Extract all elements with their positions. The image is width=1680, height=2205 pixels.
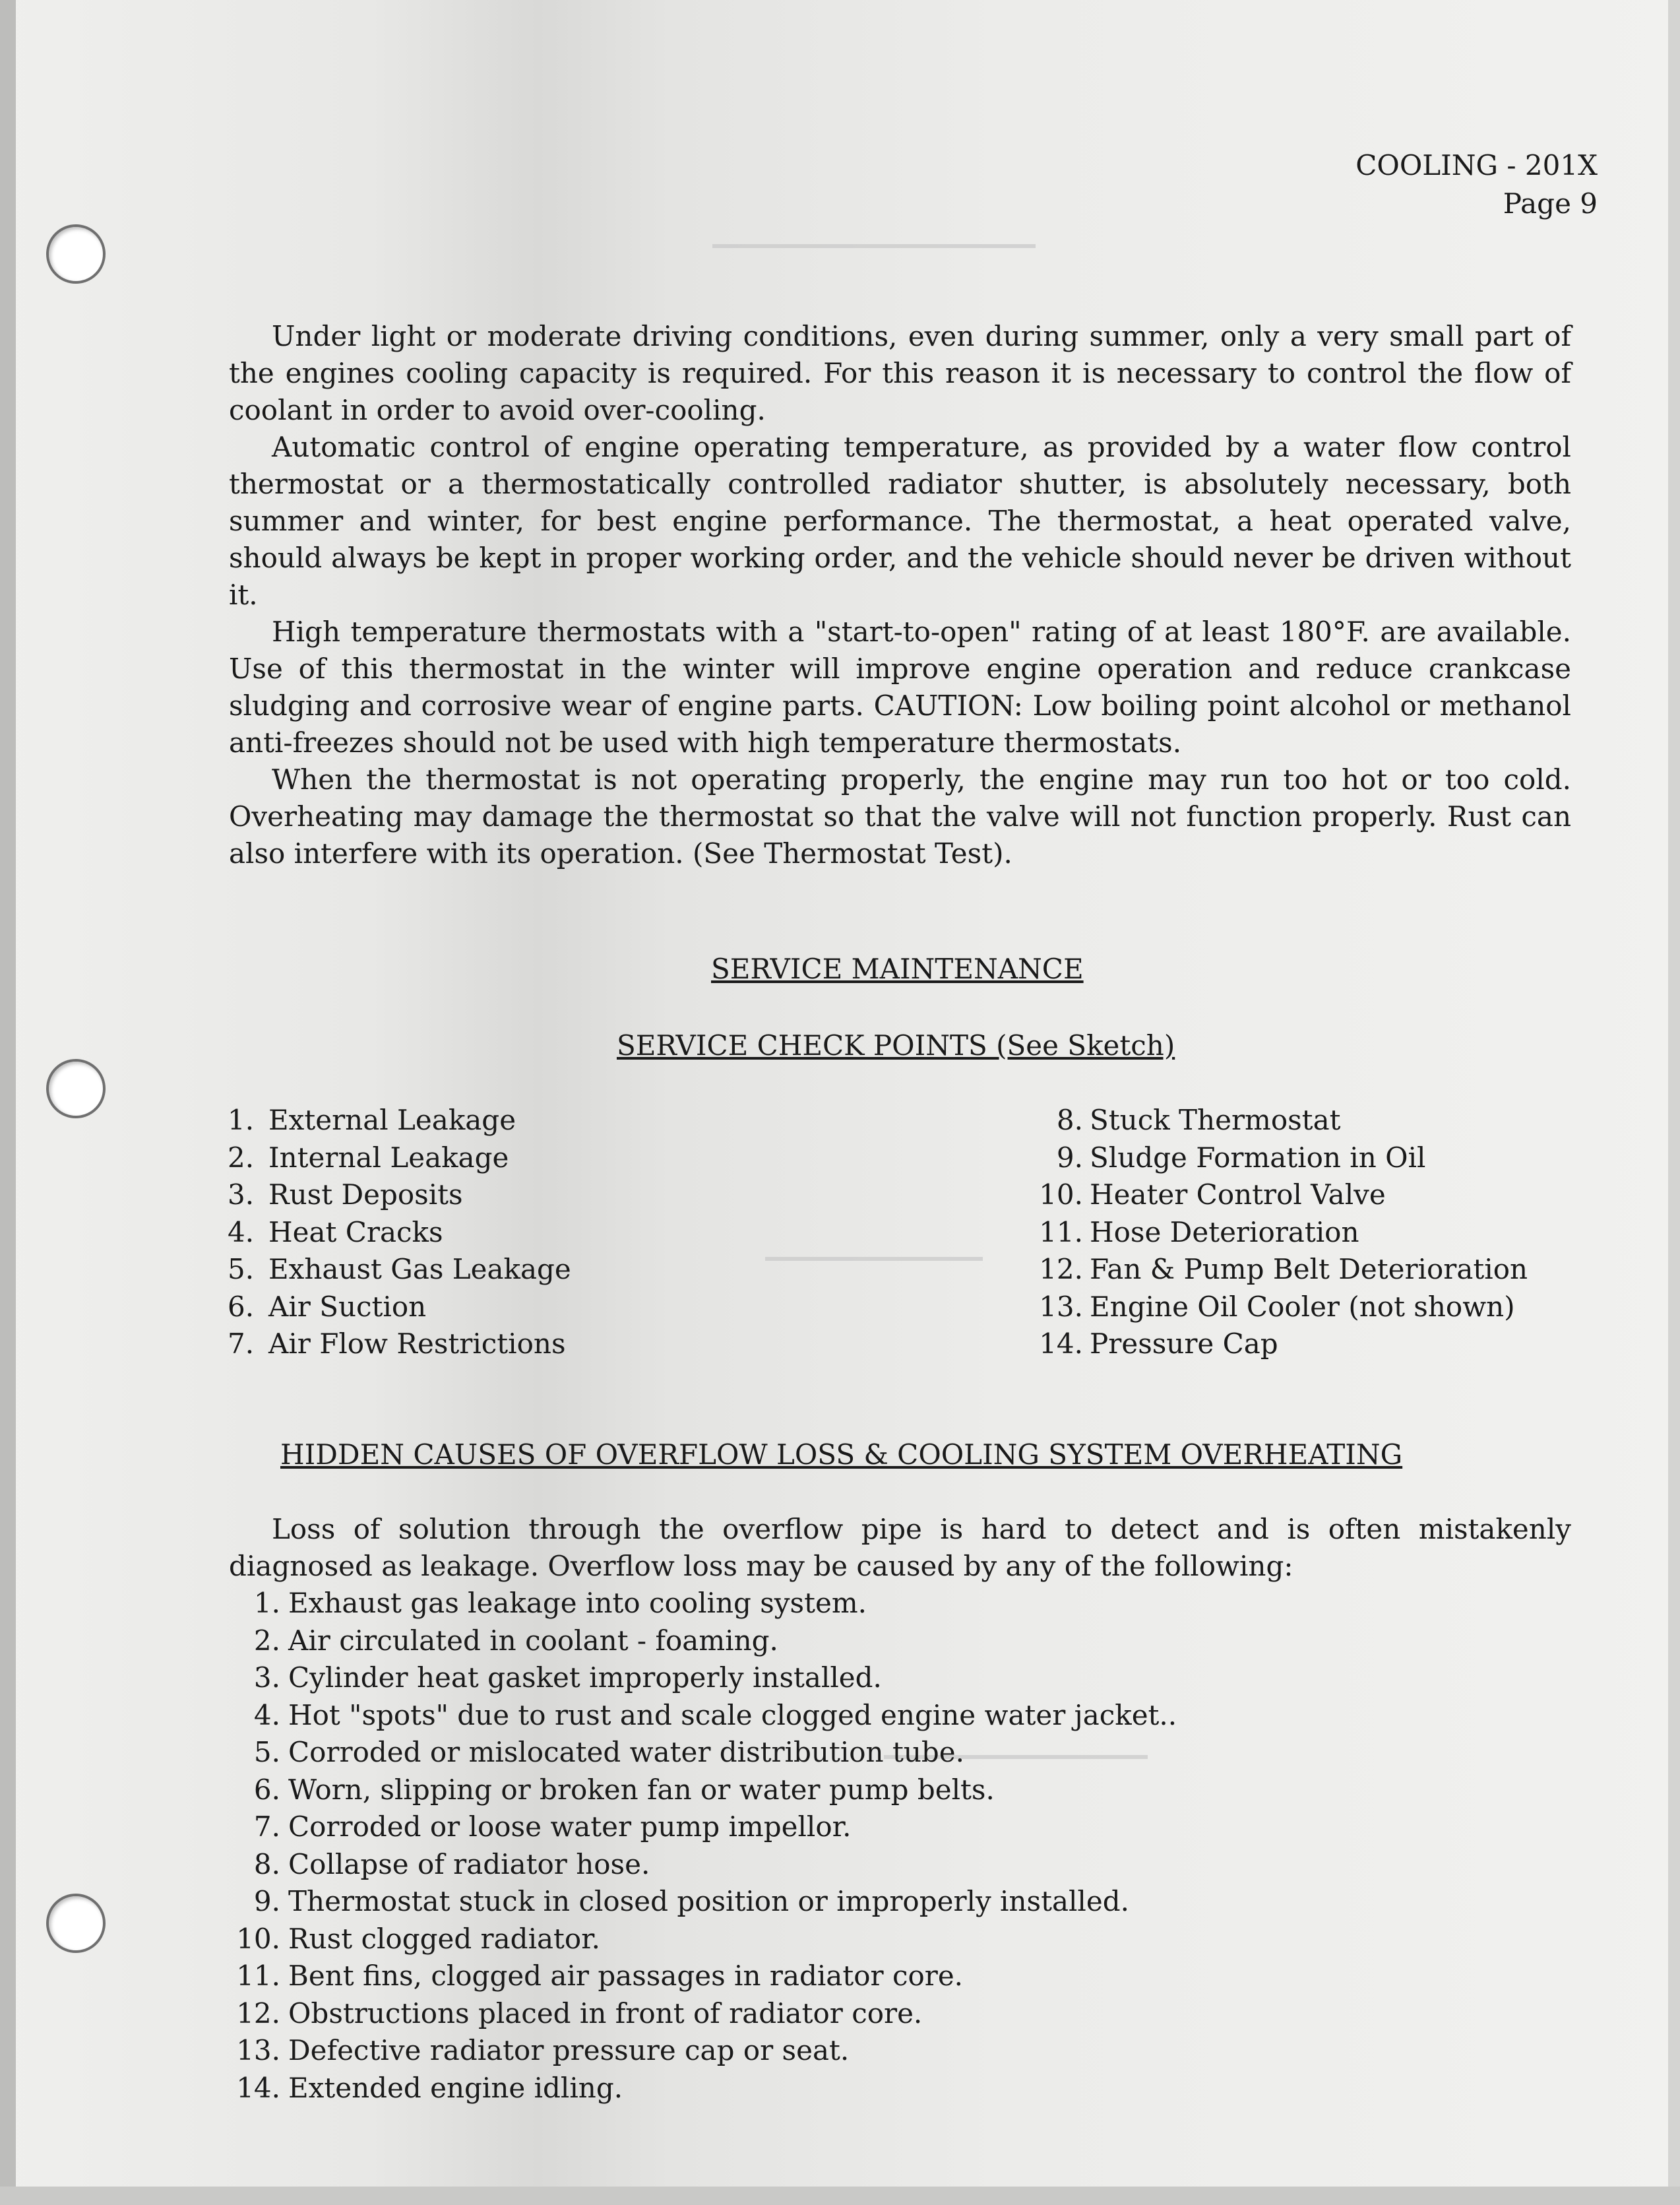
list-item: 5. Corroded or mislocated water distribution tube.	[253, 1736, 964, 1768]
list-item: 13. Defective radiator pressure cap or seat.	[236, 2034, 850, 2066]
paragraph: Loss of solution through the overflow pipe is hard to detect and is often mistakenly diagnosed as leakage. Overflow loss may be caused by any of the following:	[229, 1513, 1571, 1582]
list-item: 8. Collapse of radiator hose.	[253, 1847, 650, 1880]
service-maintenance-heading: SERVICE MAINTENANCE	[711, 953, 1084, 985]
paragraph: Automatic control of engine operating temperature, as provided by a water flow control thermostat or a thermostatically controlled radiator shutter, is absolutely necessary, both summer and winter, for best engine performance. The thermostat, a heat operated valve, should always be kept in proper working order, and the vehicle should never be driven without it.	[229, 431, 1571, 611]
list-item: 11. Hose Deterioration	[1039, 1215, 1359, 1248]
list-item: 12. Fan & Pump Belt Deterioration	[1039, 1253, 1528, 1285]
overflow-causes-list	[228, 1585, 1177, 2107]
list-item: 9. Sludge Formation in Oil	[1056, 1141, 1426, 1174]
list-item: 2. Air circulated in coolant - foaming.	[253, 1624, 778, 1657]
list-item: 6. Air Suction	[228, 1290, 427, 1323]
list-item: 12. Obstructions placed in front of radiator core.	[236, 1997, 923, 2029]
list-item: 8. Stuck Thermostat	[1056, 1104, 1341, 1136]
scan-edge-right	[1668, 0, 1680, 2205]
list-item: 10. Rust clogged radiator.	[236, 1922, 601, 1955]
list-item: 1. External Leakage	[228, 1104, 516, 1136]
list-item: 4. Heat Cracks	[228, 1215, 443, 1248]
list-item: 9. Thermostat stuck in closed position or improperly installed.	[253, 1885, 1129, 1917]
list-item: 3. Cylinder heat gasket improperly installed.	[253, 1661, 882, 1694]
list-item: 3. Rust Deposits	[228, 1178, 463, 1211]
list-item: 1. Exhaust gas leakage into cooling system.	[253, 1587, 867, 1619]
page-header	[1355, 146, 1598, 223]
check-points-right-column	[1029, 1102, 1528, 1363]
bleed-through-mark	[765, 1257, 983, 1261]
scan-edge-bottom	[0, 2187, 1680, 2205]
intro-text	[229, 318, 1571, 872]
list-item: 2. Internal Leakage	[228, 1141, 509, 1174]
hidden-causes-intro	[229, 1511, 1571, 1585]
list-item: 5. Exhaust Gas Leakage	[228, 1253, 571, 1285]
list-item: 10. Heater Control Valve	[1039, 1178, 1386, 1211]
paragraph: Under light or moderate driving conditions, even during summer, only a very small part of the engines cooling capacity is required. For this reason it is necessary to control the flow of coolant in order to avoid over-cooling.	[229, 320, 1571, 426]
page-number: Page 9	[1503, 187, 1598, 220]
paragraph: High temperature thermostats with a "start-to-open" rating of at least 180°F. are available. Use of this thermostat in the winter will improve engine operation and reduce crankcase sludging and corrosive wear of engine parts. CAUTION: Low boiling point alcohol or methanol anti-freezes should not be used with high temperature thermostats.	[229, 616, 1571, 759]
list-item: 7. Corroded or loose water pump impellor.	[253, 1810, 852, 1843]
list-item: 4. Hot "spots" due to rust and scale clogged engine water jacket..	[253, 1698, 1177, 1731]
list-item: 7. Air Flow Restrictions	[228, 1327, 566, 1360]
punch-hole-bottom	[46, 1894, 106, 1953]
hidden-causes-heading: HIDDEN CAUSES OF OVERFLOW LOSS & COOLING SYSTEM OVERHEATING	[280, 1438, 1403, 1471]
punch-hole-middle	[46, 1059, 106, 1118]
service-check-points-heading: SERVICE CHECK POINTS (See Sketch)	[617, 1029, 1175, 1062]
list-item: 14. Extended engine idling.	[236, 2071, 623, 2104]
list-item: 6. Worn, slipping or broken fan or water pump belts.	[253, 1773, 995, 1806]
bleed-through-mark	[712, 244, 1036, 248]
check-points-left-column	[228, 1102, 571, 1363]
section-label: COOLING - 201X	[1355, 149, 1598, 181]
punch-hole-top	[46, 224, 106, 284]
list-item: 13. Engine Oil Cooler (not shown)	[1039, 1290, 1515, 1323]
list-item: 14. Pressure Cap	[1039, 1327, 1278, 1360]
paragraph: When the thermostat is not operating properly, the engine may run too hot or too cold. Overheating may damage the thermostat so that the valve will not function properly. Rust can also interfere with its operation. (See Thermostat Test).	[229, 763, 1571, 870]
scan-edge-left	[0, 0, 16, 2205]
list-item: 11. Bent fins, clogged air passages in radiator core.	[236, 1960, 964, 1992]
